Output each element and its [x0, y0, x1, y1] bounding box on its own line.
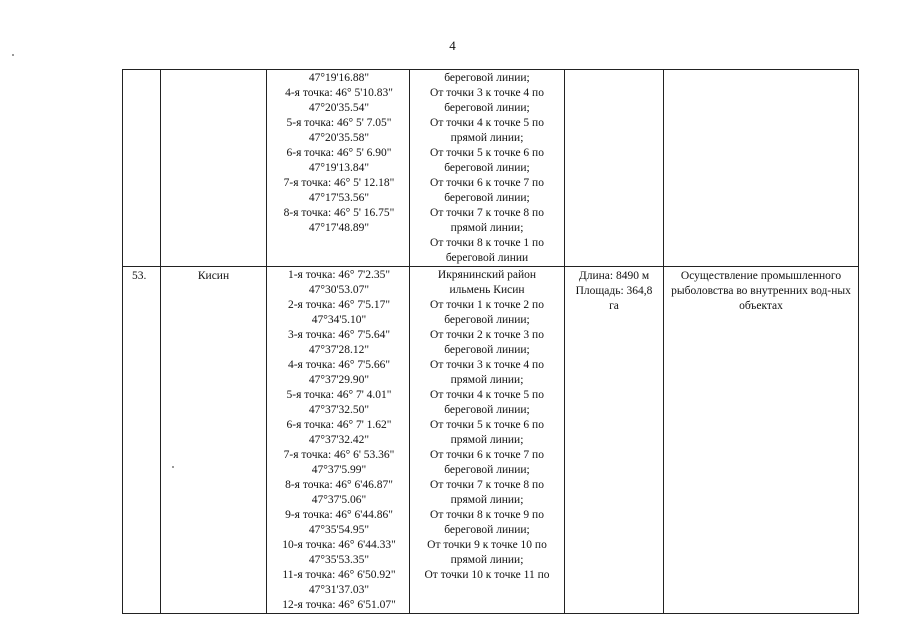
text-line: 8-я точка: 46° 6'46.87": [285, 479, 393, 491]
table-row: [123, 267, 859, 614]
text-line: От точки 3 к точке 4 по: [430, 87, 544, 99]
text-line: 47°37'32.50": [308, 404, 370, 416]
text-line: От точки 4 к точке 5 по: [430, 389, 544, 401]
text-line: 47°37'28.12": [308, 344, 370, 356]
purpose-cell: [664, 70, 859, 267]
text-line: 47°37'5.99": [311, 464, 367, 476]
text-line: От точки 1 к точке 2 по: [430, 299, 544, 311]
text-line: прямой линии;: [450, 554, 524, 566]
text-line: 47°37'32.42": [308, 434, 370, 446]
text-line: От точки 6 к точке 7 по: [430, 177, 544, 189]
text-line: От точки 5 к точке 6 по: [430, 147, 544, 159]
text-line: От точки 8 к точке 1 по: [430, 237, 544, 249]
text-line: От точки 9 к точке 10 по: [427, 539, 547, 551]
text-line: 47°35'54.95": [308, 524, 370, 536]
text-line: прямой линии;: [450, 494, 524, 506]
text-line: От точки 7 к точке 8 по: [430, 479, 544, 491]
text-line: Площадь: 364,8: [575, 285, 653, 297]
text-line: 47°17'48.89": [308, 222, 370, 234]
text-line: 7-я точка: 46° 6' 53.36": [283, 449, 395, 461]
text-line: береговой линии;: [444, 404, 530, 416]
text-line: 47°20'35.54": [308, 102, 370, 114]
text-line: 4-я точка: 46° 7'5.66": [287, 359, 391, 371]
text-line: От точки 3 к точке 4 по: [430, 359, 544, 371]
text-line: 11-я точка: 46° 6'50.92": [282, 569, 396, 581]
text-line: 47°19'16.88": [308, 72, 370, 84]
text-line: 47°35'53.35": [308, 554, 370, 566]
text-line: 3-я точка: 46° 7'5.64": [287, 329, 391, 341]
text-line: От точки 8 к точке 9 по: [430, 509, 544, 521]
text-line: От точки 2 к точке 3 по: [430, 329, 544, 341]
text-line: береговой линии;: [444, 72, 530, 84]
text-line: От точки 4 к точке 5 по: [430, 117, 544, 129]
table-row: [123, 70, 859, 267]
text-line: 47°37'5.06": [311, 494, 367, 506]
text-line: 47°37'29.90": [308, 374, 370, 386]
metrics-cell: [565, 267, 664, 614]
text-line: 6-я точка: 46° 5' 6.90": [286, 147, 392, 159]
text-line: береговой линии;: [444, 102, 530, 114]
scan-speck: [172, 466, 174, 468]
row-number: [123, 70, 161, 267]
text-line: 6-я точка: 46° 7' 1.62": [286, 419, 392, 431]
text-line: береговой линии;: [444, 344, 530, 356]
text-line: прямой линии;: [450, 132, 524, 144]
text-line: 4-я точка: 46° 5'10.83": [285, 87, 393, 99]
text-line: 8-я точка: 46° 5' 16.75": [283, 207, 395, 219]
text-line: 47°17'53.56": [308, 192, 370, 204]
text-line: 47°34'5.10": [311, 314, 367, 326]
text-line: 2-я точка: 46° 7'5.17": [287, 299, 391, 311]
water-body-name: Кисин: [161, 267, 267, 614]
text-line: От точки 10 к точке 11 по: [424, 569, 550, 581]
metrics-cell: [565, 70, 664, 267]
text-line: Длина: 8490 м: [578, 270, 650, 282]
text-line: 7-я точка: 46° 5' 12.18": [283, 177, 395, 189]
text-line: прямой линии;: [450, 222, 524, 234]
text-line: 47°20'35.58": [308, 132, 370, 144]
text-line: Икрянинский район: [437, 269, 537, 281]
text-line: ильмень Кисин: [449, 284, 525, 296]
text-line: береговой линии;: [444, 162, 530, 174]
text-line: береговой линии;: [444, 464, 530, 476]
purpose-cell: Осуществление промышленного рыболовства во внутренних вод-ных объектах: [664, 267, 859, 614]
text-line: 12-я точка: 46° 6'51.07": [282, 599, 396, 611]
text-line: 47°31'37.03": [308, 584, 370, 596]
text-line: прямой линии;: [450, 434, 524, 446]
text-line: береговой линии;: [444, 192, 530, 204]
text-line: 9-я точка: 46° 6'44.86": [285, 509, 393, 521]
coordinates-cell: [267, 70, 410, 267]
water-body-name: [161, 70, 267, 267]
boundary-route-cell: [410, 267, 565, 614]
row-number: 53.: [123, 267, 161, 614]
text-line: 1-я точка: 46° 7'2.35": [287, 269, 391, 281]
text-line: береговой линии;: [444, 524, 530, 536]
text-line: От точки 7 к точке 8 по: [430, 207, 544, 219]
text-line: 5-я точка: 46° 5' 7.05": [286, 117, 392, 129]
fishing-areas-table: [122, 69, 859, 614]
text-line: береговой линии: [445, 252, 529, 264]
text-line: От точки 6 к точке 7 по: [430, 449, 544, 461]
text-line: От точки 5 к точке 6 по: [430, 419, 544, 431]
text-line: береговой линии;: [444, 314, 530, 326]
text-line: 47°19'13.84": [308, 162, 370, 174]
boundary-route-cell: [410, 70, 565, 267]
text-line: га: [609, 300, 619, 312]
text-line: 47°30'53.07": [308, 284, 370, 296]
text-line: 5-я точка: 46° 7' 4.01": [286, 389, 392, 401]
page-number: 4: [449, 38, 456, 53]
coordinates-cell: [267, 267, 410, 614]
text-line: 10-я точка: 46° 6'44.33": [282, 539, 396, 551]
scan-speck: [12, 54, 14, 56]
text-line: прямой линии;: [450, 374, 524, 386]
